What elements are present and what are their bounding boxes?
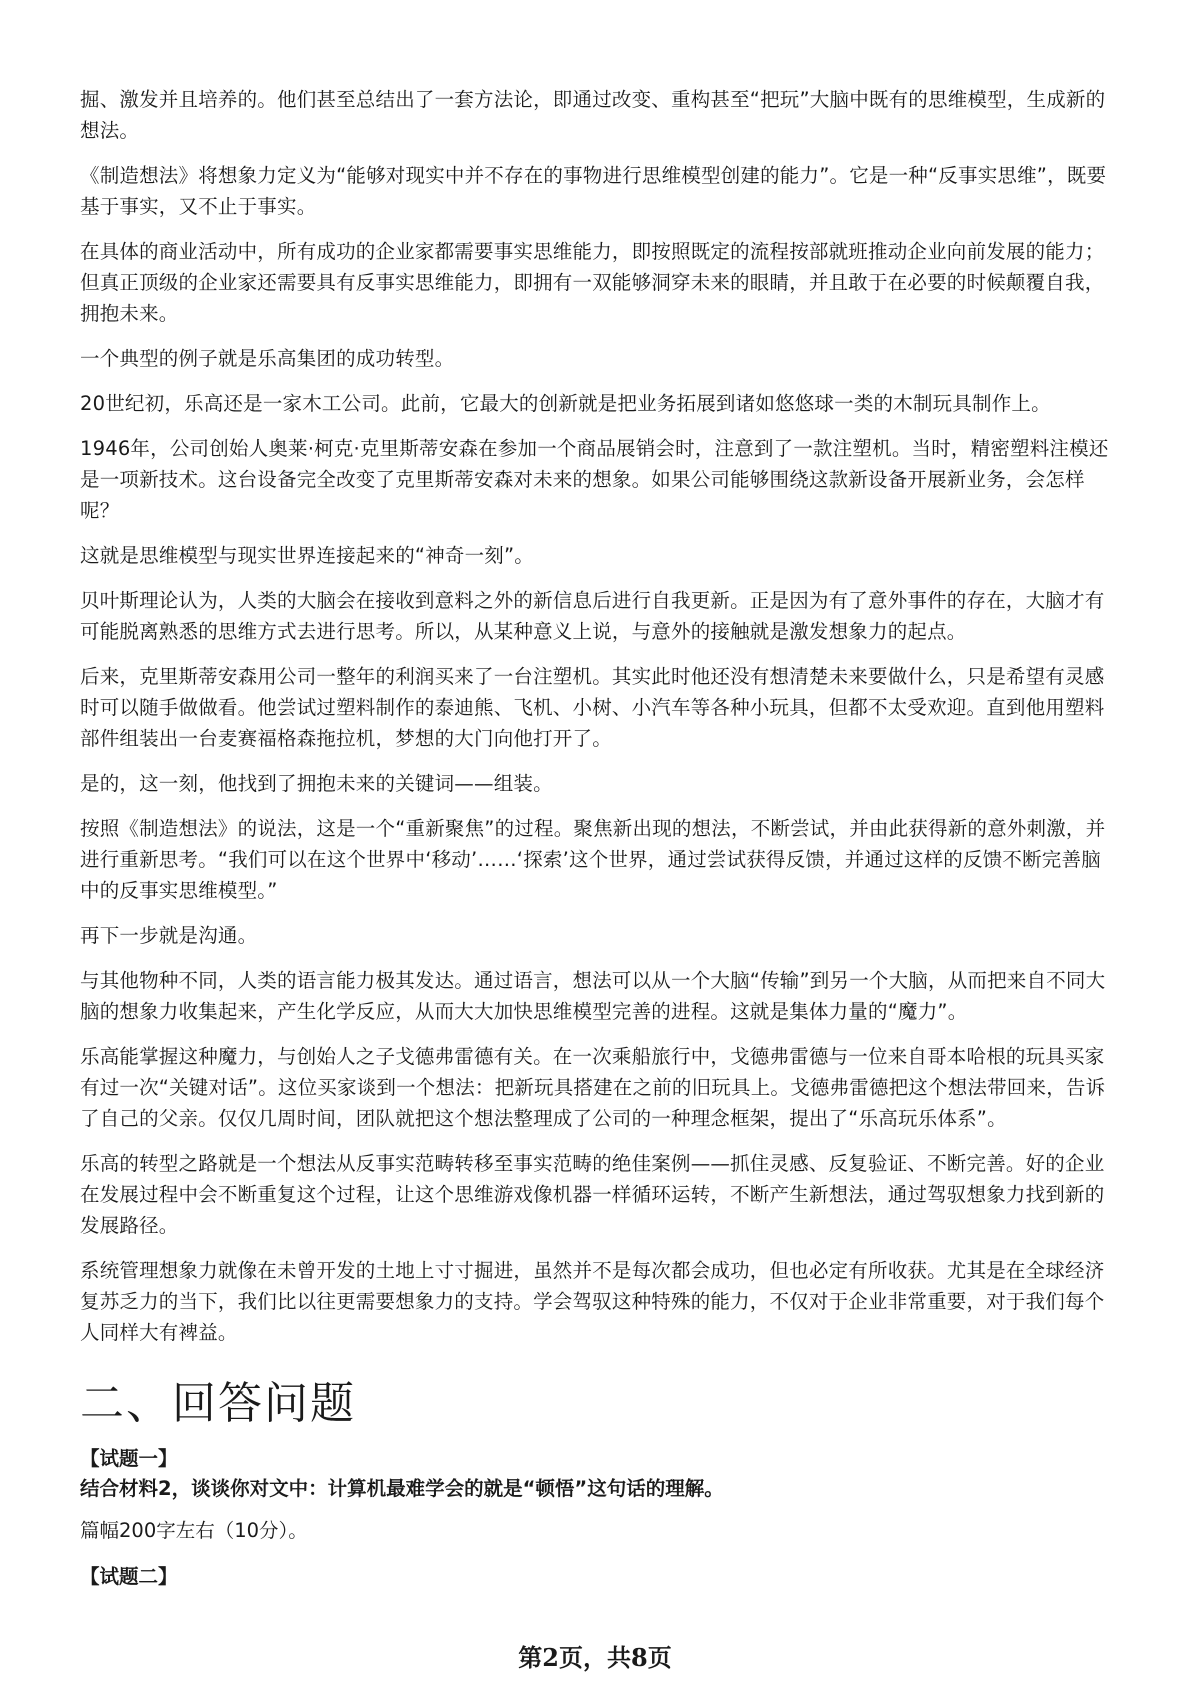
- paragraph-8: 贝叶斯理论认为，人类的大脑会在接收到意料之外的新信息后进行自我更新。正是因为有了意外事件的存在，大脑才有可能脱离熟悉的思维方式去进行思考。所以，从某种意义上说，与意外的接触就是激发想象力的起点。: [80, 589, 1105, 643]
- paragraph-13: 与其他物种不同，人类的语言能力极其发达。通过语言，想法可以从一个大脑“传输”到另一个大脑，从而把来自不同大脑的想象力收集起来，产生化学反应，从而大大加快思维模型完善的进程。这就是集体力量的“魔力”。: [80, 969, 1106, 1023]
- section-heading: 二、回答问题: [80, 1378, 356, 1429]
- paragraph-4: 一个典型的例子就是乐高集团的成功转型。: [80, 347, 455, 370]
- paragraph-2: 《制造想法》将想象力定义为“能够对现实中并不存在的事物进行思维模型创建的能力”。它是一种“反事实思维”，既要基于事实，又不止于事实。: [80, 164, 1107, 218]
- question-1: [80, 1444, 1120, 1546]
- paragraph-14: 乐高能掌握这种魔力，与创始人之子戈德弗雷德有关。在一次乘船旅行中，戈德弗雷德与一位来自哥本哈根的玩具买家有过一次“关键对话”。这位买家谈到一个想法：把新玩具搭建在之前的旧玩具上。戈德弗雷德把这个想法带回来，告诉了自己的父亲。仅仅几周时间，团队就把这个想法整理成了公司的一种理念框架，提出了“乐高玩乐体系”。: [80, 1045, 1106, 1130]
- question-1-length: 篇幅200字左右（10分）。: [80, 1519, 308, 1542]
- paragraph-12: 再下一步就是沟通。: [80, 924, 258, 947]
- question-2: [80, 1562, 1120, 1592]
- paragraph-3: 在具体的商业活动中，所有成功的企业家都需要事实思维能力，即按照既定的流程按部就班推动企业向前发展的能力；但真正顶级的企业家还需要具有反事实思维能力，即拥有一双能够洞穿未来的眼睛，并且敢于在必要的时候颠覆自我，拥抱未来。: [80, 240, 1105, 325]
- paragraph-7: 这就是思维模型与现实世界连接起来的“神奇一刻”。: [80, 544, 535, 567]
- paragraph-15: 乐高的转型之路就是一个想法从反事实范畴转移至事实范畴的绝佳案例——抓住灵感、反复验证、不断完善。好的企业在发展过程中会不断重复这个过程，让这个思维游戏像机器一样循环运转，不断产生新想法，通过驾驭想象力找到新的发展路径。: [80, 1152, 1105, 1237]
- paragraph-5: 20世纪初，乐高还是一家木工公司。此前，它最大的创新就是把业务拓展到诸如悠悠球一类的木制玩具制作上。: [80, 392, 1051, 415]
- question-1-label: 【试题一】: [80, 1447, 178, 1470]
- paragraph-9: 后来，克里斯蒂安森用公司一整年的利润买来了一台注塑机。其实此时他还没有想清楚未来要做什么，只是希望有灵感时可以随手做做看。他尝试过塑料制作的泰迪熊、飞机、小树、小汽车等各种小玩具，但都不太受欢迎。直到他用塑料部件组装出一台麦赛福格森拖拉机，梦想的大门向他打开了。: [80, 665, 1105, 750]
- paragraph-10: 是的，这一刻，他找到了拥抱未来的关键词——组装。: [80, 772, 553, 795]
- paragraph-11: 按照《制造想法》的说法，这是一个“重新聚焦”的过程。聚焦新出现的想法，不断尝试，并由此获得新的意外刺激，并进行重新思考。“我们可以在这个世界中‘移动’……‘探索’这个世界，通过尝试获得反馈，并通过这样的反馈不断完善脑中的反事实思维模型。”: [80, 817, 1106, 902]
- page-number: 第2页，共8页: [518, 1643, 672, 1672]
- document-body: [80, 84, 1120, 1592]
- question-2-label: 【试题二】: [80, 1565, 178, 1588]
- paragraph-6: 1946年，公司创始人奥莱·柯克·克里斯蒂安森在参加一个商品展销会时，注意到了一款注塑机。当时，精密塑料注模还是一项新技术。这台设备完全改变了克里斯蒂安森对未来的想象。如果公司能够围绕这款新设备开展新业务，会怎样呢？: [80, 437, 1109, 522]
- paragraph-16: 系统管理想象力就像在未曾开发的土地上寸寸掘进，虽然并不是每次都会成功，但也必定有所收获。尤其是在全球经济复苏乏力的当下，我们比以往更需要想象力的支持。学会驾驭这种特殊的能力，不仅对于企业非常重要，对于我们每个人同样大有裨益。: [80, 1259, 1105, 1344]
- question-1-prompt: 结合材料2，谈谈你对文中：计算机最难学会的就是“顿悟”这句话的理解。: [80, 1477, 724, 1500]
- paragraph-1: 掘、激发并且培养的。他们甚至总结出了一套方法论，即通过改变、重构甚至“把玩”大脑中既有的思维模型，生成新的想法。: [80, 88, 1106, 142]
